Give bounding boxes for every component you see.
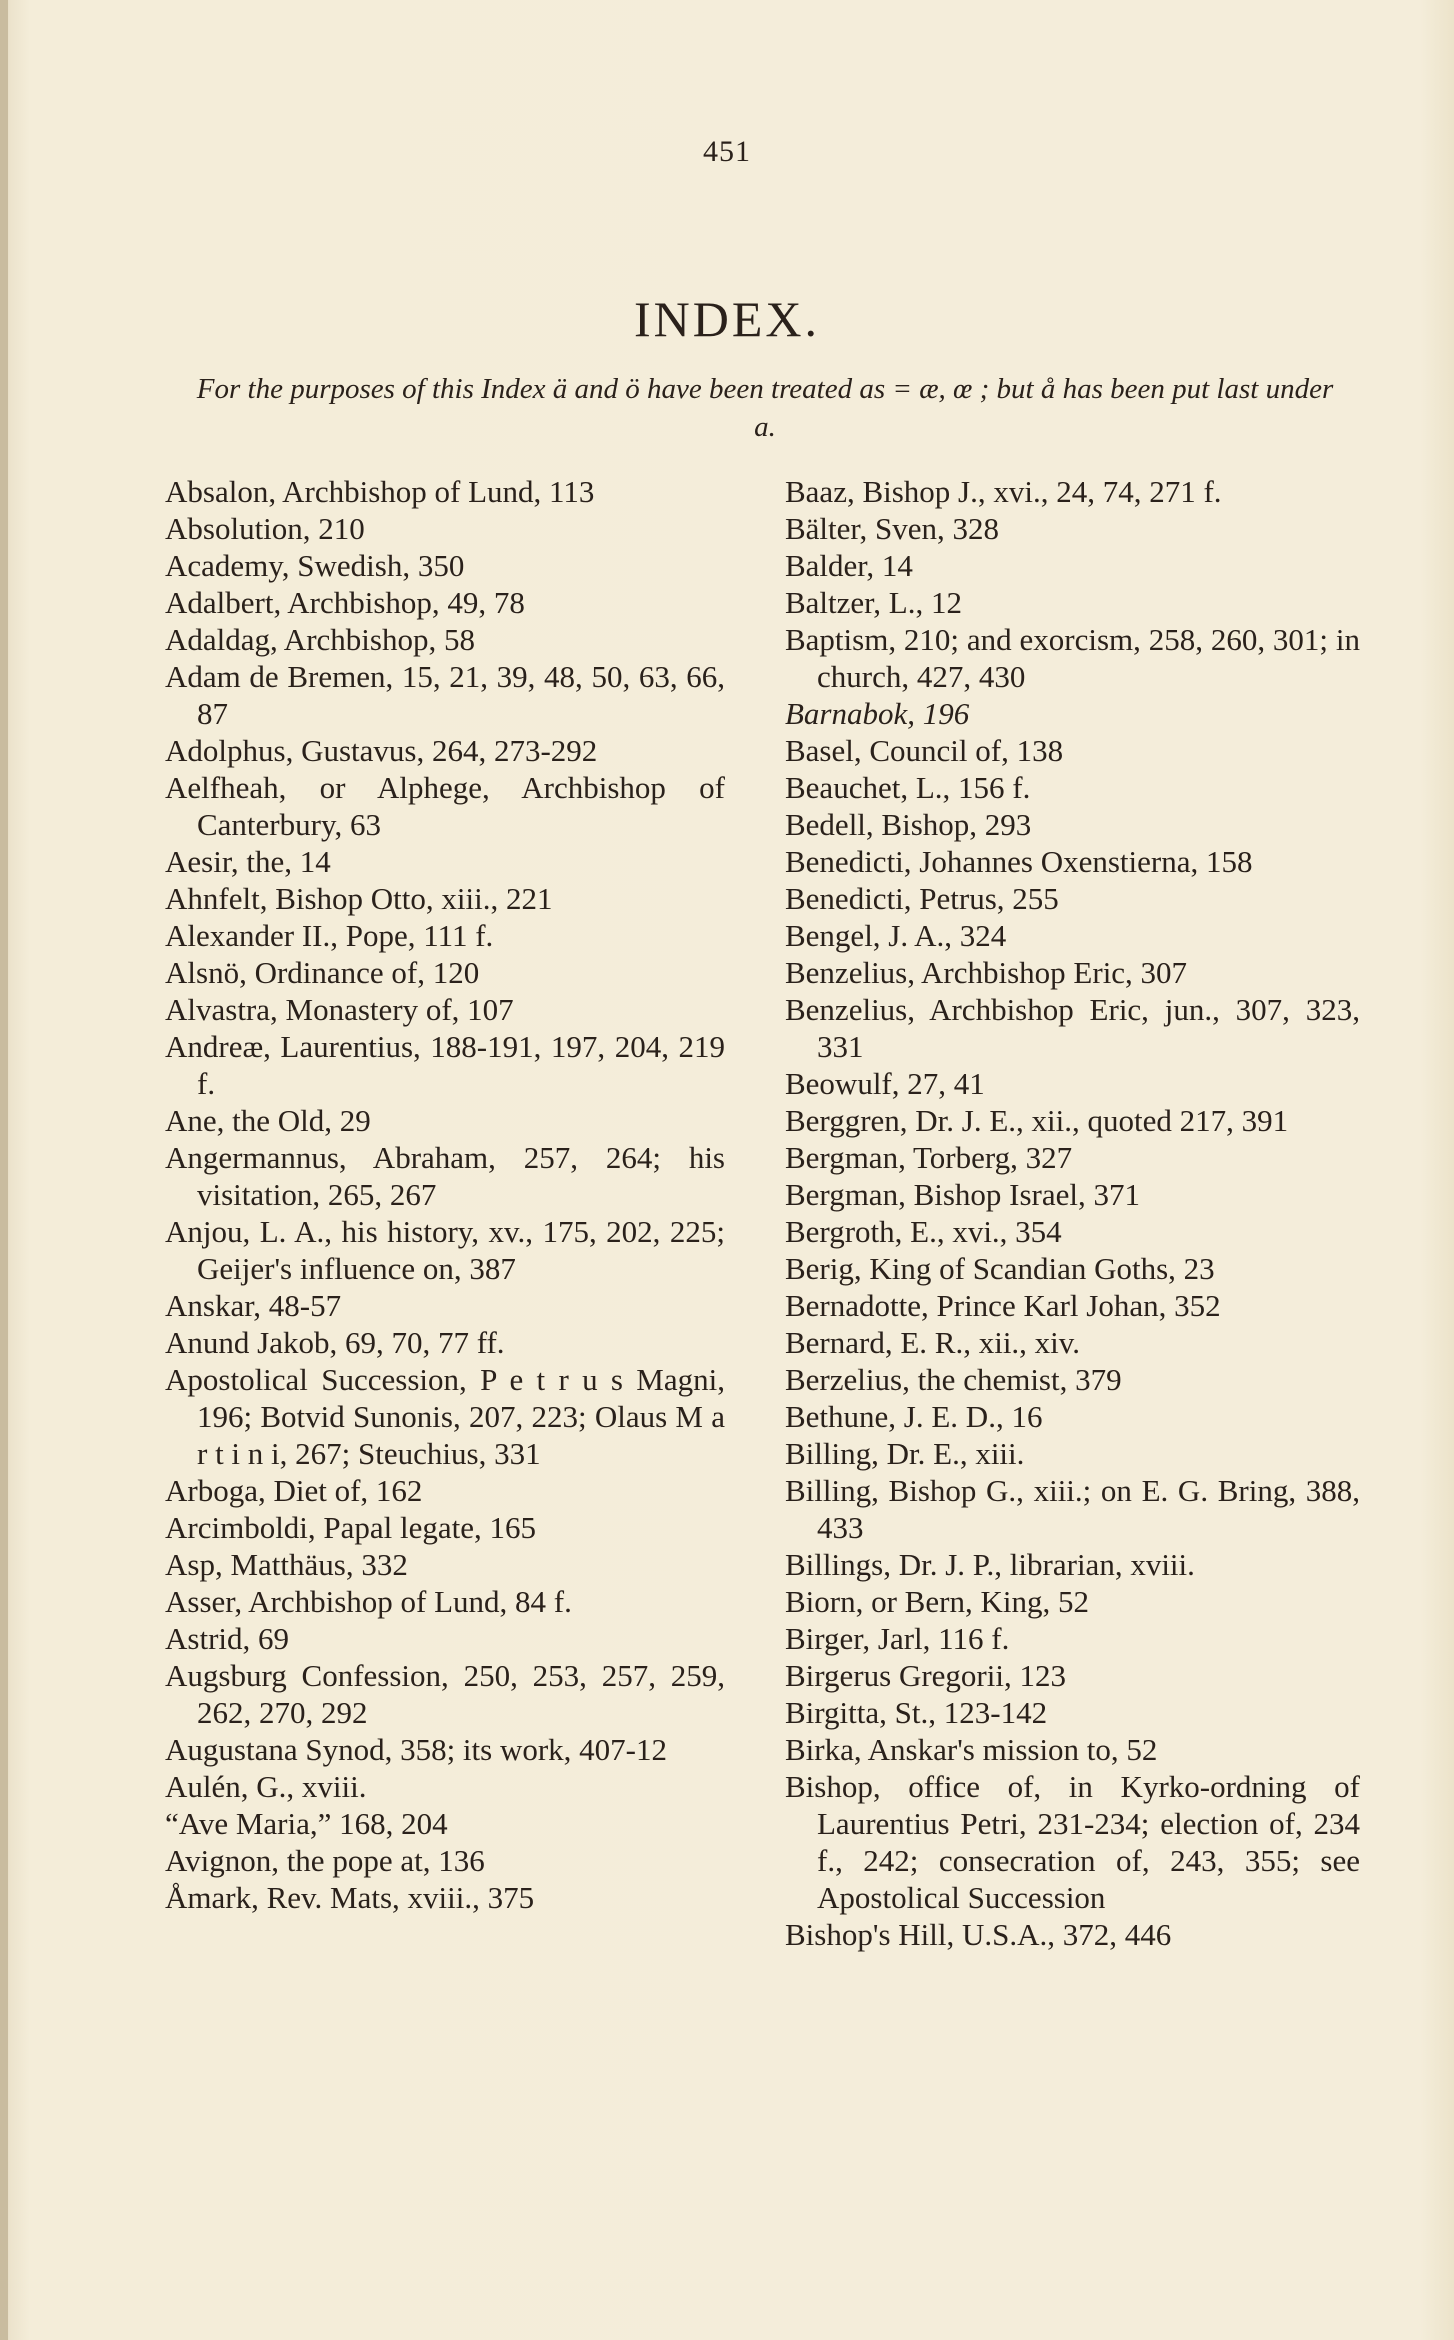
index-entry: Augustana Synod, 358; its work, 407-12 [165,1732,668,1767]
index-entry: Aesir, the, 14 [165,844,331,879]
index-entry: Bälter, Sven, 328 [785,511,1000,546]
index-entry: Basel, Council of, 138 [785,733,1064,768]
index-entry: Baptism, 210; and exorcism, 258, 260, 301; in church, 427, 430 [785,622,1360,694]
index-entry: Bedell, Bishop, 293 [785,807,1032,842]
index-entry: Avignon, the pope at, 136 [165,1843,485,1878]
index-entry: Berggren, Dr. J. E., xii., quoted 217, 391 [785,1103,1289,1138]
index-entry: Benedicti, Petrus, 255 [785,881,1059,916]
index-entry: Asp, Matthäus, 332 [165,1547,408,1582]
index-entry: Birgerus Gregorii, 123 [785,1658,1066,1693]
index-entry: Benzelius, Archbishop Eric, 307 [785,955,1188,990]
index-entry: Birgitta, St., 123-142 [785,1695,1048,1730]
index-entry: Bengel, J. A., 324 [785,918,1007,953]
index-entry: Bishop's Hill, U.S.A., 372, 446 [785,1917,1172,1952]
index-column-left [165,473,725,1916]
index-entry: Apostolical Succession, P e t r u s Magni, 196; Botvid Sunonis, 207, 223; Olaus M a r t i n i, 267; Steuchius, 331 [165,1362,725,1471]
index-entry: Adaldag, Archbishop, 58 [165,622,475,657]
index-entry: Andreæ, Laurentius, 188-191, 197, 204, 219 f. [165,1029,725,1101]
index-entry: Bernard, E. R., xii., xiv. [785,1325,1081,1360]
index-entry: Birka, Anskar's mission to, 52 [785,1732,1158,1767]
index-entry: Adam de Bremen, 15, 21, 39, 48, 50, 63, 66, 87 [165,659,725,731]
index-entry: Billings, Dr. J. P., librarian, xviii. [785,1547,1195,1582]
index-entry: Berzelius, the chemist, 379 [785,1362,1122,1397]
index-entry: Astrid, 69 [165,1621,289,1656]
page-number: 451 [703,135,751,168]
index-entry: Anjou, L. A., his history, xv., 175, 202, 225; Geijer's influence on, 387 [165,1214,725,1286]
index-entry: Biorn, or Bern, King, 52 [785,1584,1089,1619]
index-entry: Bernadotte, Prince Karl Johan, 352 [785,1288,1221,1323]
index-entry: Alexander II., Pope, 111 f. [165,918,494,953]
index-entry: Aelfheah, or Alphege, Archbishop of Canterbury, 63 [165,770,725,842]
index-entry: Billing, Bishop G., xiii.; on E. G. Bring, 388, 433 [785,1473,1360,1545]
index-entry: Baaz, Bishop J., xvi., 24, 74, 271 f. [785,474,1222,509]
index-title: INDEX. [633,291,821,347]
index-entry: Åmark, Rev. Mats, xviii., 375 [165,1880,535,1915]
index-entry: Academy, Swedish, 350 [165,548,465,583]
index-entry: Adalbert, Archbishop, 49, 78 [165,585,525,620]
index-entry: Angermannus, Abraham, 257, 264; his visitation, 265, 267 [165,1140,725,1212]
index-entry: Anskar, 48-57 [165,1288,342,1323]
index-entry: Aulén, G., xviii. [165,1769,367,1804]
index-entry: Arcimboldi, Papal legate, 165 [165,1510,537,1545]
index-entry: Asser, Archbishop of Lund, 84 f. [165,1584,572,1619]
index-entry: Absalon, Archbishop of Lund, 113 [165,474,595,509]
index-entry: Bergroth, E., xvi., 354 [785,1214,1062,1249]
index-entry: Berig, King of Scandian Goths, 23 [785,1251,1215,1286]
index-column-right [785,473,1360,1953]
index-note: For the purposes of this Index ä and ö have been treated as = æ, œ ; but å has been put last under a. [196,373,1334,443]
index-entry: Alvastra, Monastery of, 107 [165,992,514,1027]
index-entry: Bergman, Torberg, 327 [785,1140,1073,1175]
index-entry: Barnabok, 196 [785,696,970,731]
index-entry: Augsburg Confession, 250, 253, 257, 259, 262, 270, 292 [165,1658,725,1730]
page-gutter-edge [0,0,8,2340]
index-entry: Benedicti, Johannes Oxenstierna, 158 [785,844,1253,879]
index-entry: Billing, Dr. E., xiii. [785,1436,1025,1471]
index-entry: Arboga, Diet of, 162 [165,1473,423,1508]
index-entry: Beowulf, 27, 41 [785,1066,985,1101]
index-entry: Bishop, office of, in Kyrko-ordning of Laurentius Petri, 231-234; election of, 234 f., 242; consecration of, 243, 355; see Apostolical Succession [785,1769,1360,1915]
index-entry: Birger, Jarl, 116 f. [785,1621,1010,1656]
index-entry: Beauchet, L., 156 f. [785,770,1031,805]
index-entry: Ane, the Old, 29 [165,1103,371,1138]
index-entry: Baltzer, L., 12 [785,585,962,620]
index-entry: Alsnö, Ordinance of, 120 [165,955,480,990]
index-entry: Ahnfelt, Bishop Otto, xiii., 221 [165,881,553,916]
index-entry: Absolution, 210 [165,511,365,546]
index-entry: Anund Jakob, 69, 70, 77 ff. [165,1325,505,1360]
index-entry: Balder, 14 [785,548,913,583]
index-entry: Benzelius, Archbishop Eric, jun., 307, 323, 331 [785,992,1360,1064]
index-entry: Adolphus, Gustavus, 264, 273-292 [165,733,598,768]
index-entry: Bergman, Bishop Israel, 371 [785,1177,1141,1212]
index-entry: “Ave Maria,” 168, 204 [165,1806,448,1841]
index-entry: Bethune, J. E. D., 16 [785,1399,1043,1434]
